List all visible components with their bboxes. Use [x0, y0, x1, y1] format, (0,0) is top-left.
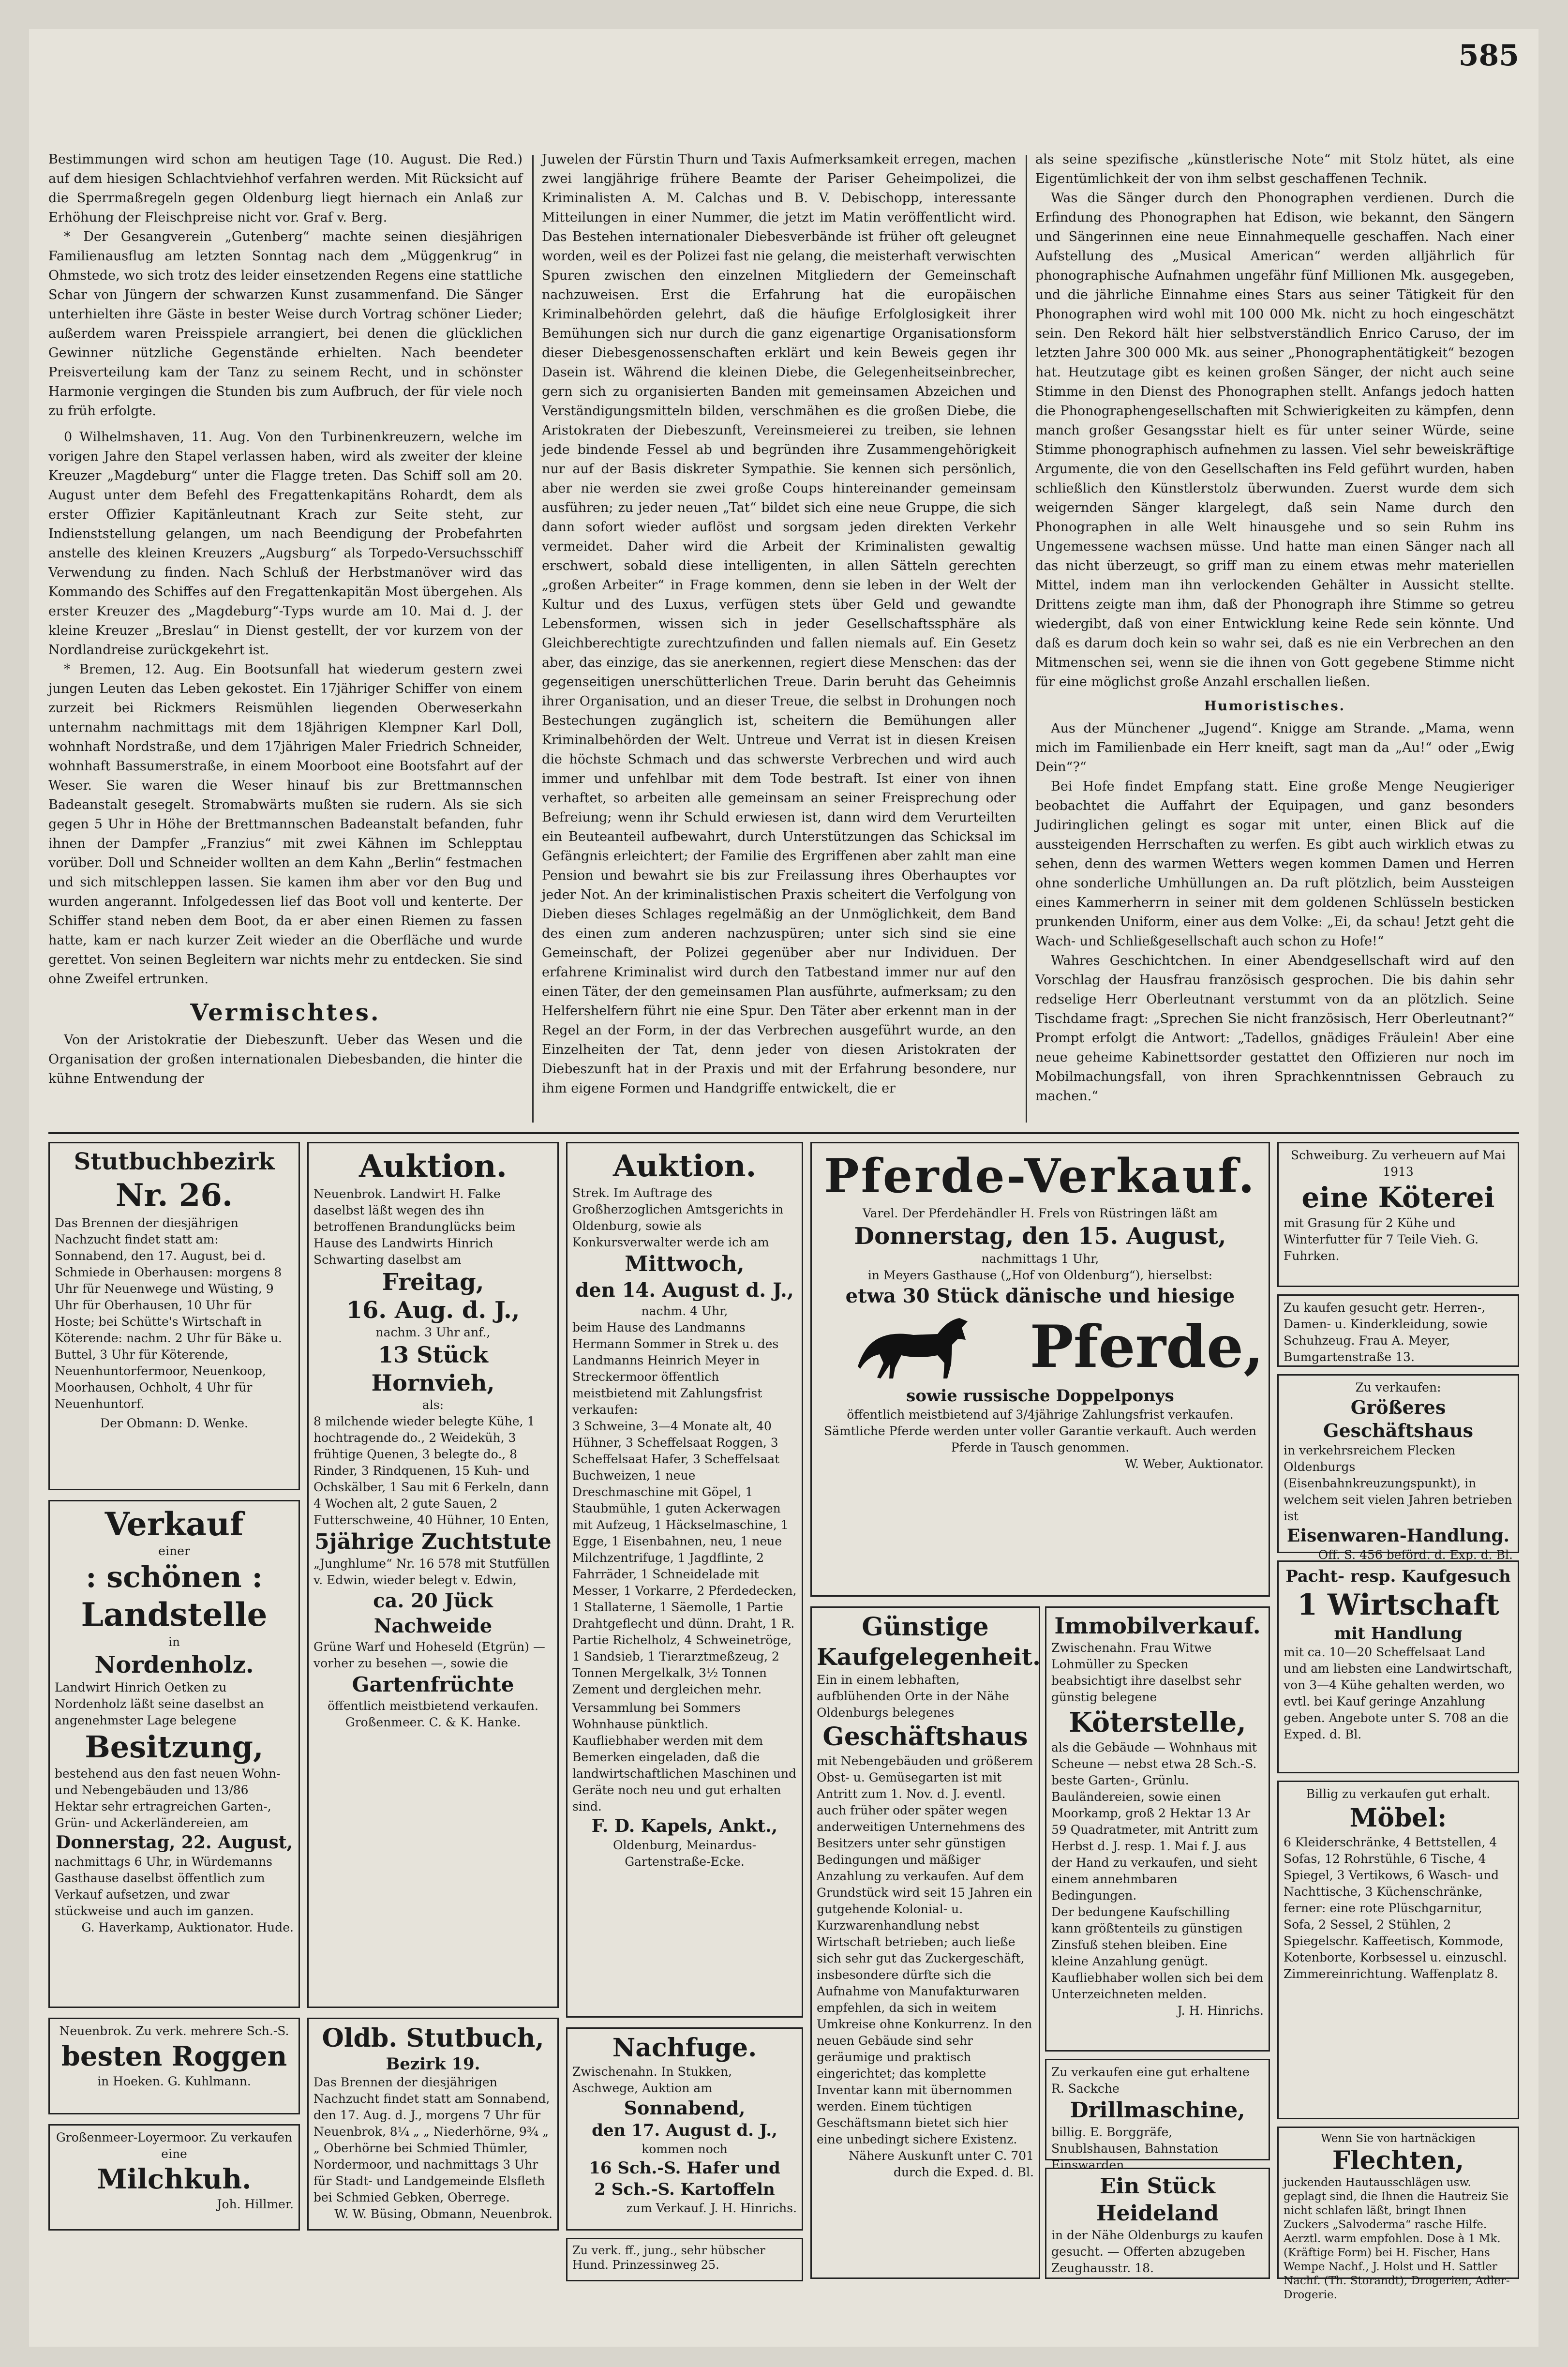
ad-heading: Ein Stück Heideland: [1096, 2174, 1219, 2226]
ad-heading: Eisenwaren-Handlung.: [1286, 1526, 1510, 1546]
ad-body: bestehend aus den fast neuen Wohn- und Nebengebäuden und 13/86 Hektar sehr ertragreichen Garten-, Grün- und Ackerländereien, am: [55, 1767, 281, 1830]
ad-heading: besten Roggen: [61, 2040, 287, 2072]
ad-date: 16. Aug. d. J.,: [346, 1297, 520, 1324]
ad-list: 6 Kleiderschränke, 4 Bettstellen, 4 Sofas, 12 Rohrstühle, 6 Tische, 4 Spiegel, 3 Vertikows, 6 Wasch- und Nachttische, 3 Küchenschränke, ferner: eine rote Plüschgarnitur, Sofa, 2 Sessel, 2 Stühlen, 2 Spiegelschr. Kaffeetisch, Kommode, Kotenborte, Korbsessel u. einzuschl. Zimmereinrichtung. Waffenplatz 8.: [1284, 1835, 1507, 1981]
ad-date: Donnerstag, den 15. August,: [854, 1223, 1226, 1250]
ad-heading: : schönen :: [86, 1560, 263, 1594]
ad-signature: W. Weber, Auktionator.: [1124, 1457, 1264, 1471]
ad-text: Großenmeer-Loyermoor. Zu verkaufen eine: [56, 2130, 293, 2161]
ad-heading: Stutbuchbezirk: [74, 1148, 275, 1175]
ad-text: in Hoeken. G. Kuhlmann.: [97, 2074, 251, 2088]
ad-moebel: [1277, 1781, 1519, 2119]
ad-heading: 5jährige Zuchtstute: [314, 1529, 552, 1554]
ad-text: nachmittags 1 Uhr,: [981, 1252, 1099, 1266]
ad-heading: Köterstelle,: [1069, 1707, 1246, 1738]
article-text: Bei Hofe findet Empfang statt. Eine große Menge Neugieriger beobachtet die Auffahrt der Equipagen, und ganz besonders Judiringlichen gelingt es sogar mit unter, einen Blick auf die aussteigenden Herrschaften zu werfen. Es gibt auch wirklich etwas zu sehen, denn des warmen Wetters wegen kommen Damen und Herren ohne sonderliche Umhüllungen an. Da ruft plötzlich, beim Aussteigen eines Kammerherrn in seiner mit dem goldenen Schlüsseln besticken prunkenden Uniform, einer aus dem Volke: „Ei, da schau! Jetzt geht die Wach- und Schließgesellschaft auch schon zu Hofe!“: [1035, 779, 1514, 949]
ad-signature: Off. S. 456 beförd. d. Exp. d. Bl.: [1318, 1548, 1513, 1562]
ad-body: juckenden Hautausschlägen usw. geplagt sind, die Ihnen die Hautreiz Sie nicht schlafen läßt, bringt Ihnen Zuckers „Salvoderma“ rasche Hilfe. Aerztl. warm empfohlen. Dose à 1 Mk. (Kräftige Form) bei H. Fischer, Hans Wempe Nachf., J. Holst und H. Sattler Nachf. (Th. Storandt), Drogerien, Adler-Drogerie.: [1284, 2176, 1510, 2301]
article-text: 0 Wilhelmshaven, 11. Aug. Von den Turbinenkreuzern, welche im vorigen Jahre den Stapel verlassen haben, wird als zweiter der kleine Kreuzer „Magdeburg“ unter die Flagge treten. Das Schiff soll am 20. August unter dem Befehl des Fregattenkapitäns Rohardt, dem als erster Offizier Kapitänleutnant Krach zur Seite steht, zur Indienststellung gelangen, um nach Beendigung der Probefahrten anstelle des kleinen Kreuzers „Augsburg“ als Torpedo-Versuchsschiff Verwendung zu finden. Nach Schluß der Herbstmanöver wird das Kommando des Schiffes auf den Fregattenkapitän Most übergehen. Als erster Kreuzer des „Magdeburg“-Typs wurde am 10. Mai d. J. der kleine Kreuzer „Breslau“ in Dienst gestellt, der vor kurzem von der Nordlandreise zurückgekehrt ist.: [48, 430, 523, 658]
ad-text: Neuenbrok. Zu verk. mehrere Sch.-S.: [59, 2024, 289, 2038]
ad-heading: Flechten,: [1332, 2146, 1464, 2175]
newspaper-page: [29, 29, 1538, 2347]
ad-signature: zum Verkauf. J. H. Hinrichs.: [626, 2201, 797, 2215]
ad-text: Zu verkaufen:: [1355, 1380, 1441, 1394]
ad-heading: Landstelle: [81, 1596, 268, 1633]
ad-geschaeftshaus: [1277, 1374, 1519, 1562]
ad-heading: 16 Sch.-S. Hafer und: [589, 2158, 780, 2178]
article-text: Aus der Münchener „Jugend“. Knigge am Strande. „Mama, wenn mich im Familienbade ein Herr kneift, sagt man da „Au!“ oder „Ewig Dein“?“: [1035, 721, 1514, 775]
ad-roggen: [48, 2018, 300, 2114]
ad-heading: Möbel:: [1349, 1803, 1447, 1833]
article-text: * Der Gesangverein „Gutenberg“ machte seinen diesjährigen Familienausflug am letzten Sonntag nach dem „Müggenkrug“ in Ohmstede, wo sich trotz des leider einsetzenden Regens eine stattliche Schar von Jüngern der schwarzen Kunst zusammenfand. Die Sänger unterhielten ihre Gäste in bester Weise durch Vortrag schöner Lieder; außerdem waren Preisspiele arrangiert, bei denen die glücklichen Gewinner nützliche Gegenstände erhielten. Nach beendeter Preisverteilung kam der Tanz zu seinem Recht, und in schönster Harmonie vergingen die Stunden bis zum Aufbruch, der für viele noch zu früh erfolgte.: [48, 229, 523, 419]
ad-signature: öffentlich meistbietend verkaufen. Großenmeer. C. & K. Hanke.: [328, 1699, 538, 1729]
ad-signature: G. Haverkamp, Auktionator. Hude.: [81, 1920, 294, 1934]
ad-signature: Joh. Hillmer.: [217, 2197, 294, 2211]
ad-heading: mit Handlung: [1334, 1624, 1463, 1643]
section-heading: Humoristisches.: [1204, 699, 1346, 714]
article-text: als seine spezifische „künstlerische Note“ mit Stolz hütet, als eine Eigentümlichkeit der von ihm selbst geschaffenen Technik.: [1035, 152, 1514, 186]
ad-body: Das Brennen der diesjährigen Nachzucht findet statt am: Sonnabend, den 17. August, bei d. Schmiede in Oberhausen: morgens 8 Uhr für Neuenwege und Wüsting, 9 Uhr für Oberhausen, 10 Uhr für Hoste; bei Schütte's Wirtschaft in Köterende: nachm. 2 Uhr für Bäke u. Buttel, 3 Uhr für Köterende, Neuenhuntorfermoor, Neuenkoop, Moorhausen, Ochholt, 4 Uhr für Neuenhuntorf.: [55, 1216, 283, 1411]
section-divider: [48, 1132, 1519, 1134]
ad-text: in: [168, 1635, 180, 1649]
article-text: Juwelen der Fürstin Thurn und Taxis Aufmerksamkeit erregen, machen zwei langjährige frühere Beamte der Pariser Geheimpolizei, die Kriminalisten A. M. Calchas und B. V. Debischopp, interessante Mitteilungen in einer Nummer, die jetzt im Matin veröffentlicht wird. Das Bestehen internationaler Diebesverbände ist früher oft geleugnet worden, weil es der Polizei fast nie gelang, die meisterhaft verwischten Spuren zwischen den einzelnen Mitgliedern der Gemeinschaft nachzuweisen. Erst die Erfahrung hat die europäischen Kriminalbehörden gelehrt, daß die häufige Erfolglosigkeit ihrer Bemühungen sich nur durch die ganz eigenartige Organisationsform dieser Diebesgenossenschaften erklärt und kein Beweis gegen ihr Dasein ist. Während die kleinen Diebe, die Gelegenheitseinbrecher, gern sich zu organisierten Banden mit gemeinsamen Abzeichen und Verständigungsmitteln bilden, verschmähen es die großen Diebe, die Aristokraten der Diebeszunft, Vereinsmeierei zu treiben, sie lehnen jede bindende Fessel ab und begründen ihre Zusammengehörigkeit nur auf der Basis diskreter Sympathie. Sie kennen sich persönlich, aber nie werden sie zwei große Coups hintereinander gemeinsam ausführen; zu jeder neuen „Tat“ bildet sich eine neue Gruppe, die sich dann sofort wieder auflöst und sorgsam jeden direkten Verkehr vermeidet. Daher wird die Arbeit der Kriminalisten gewaltig erschwert, sobald diese intelligenten, in allen Sätteln gerechten „großen Arbeiter“ in Frage kommen, denn sie leben in der Welt der Kultur und des Luxus, verfügen stets über Geld und gewandte Lebensformen, wissen sich in jeder Gesellschaftssphäre als Gleichberechtigte zurechtzufinden und fallen niemals auf. Ein Gesetz aber, das einzige, das sie anerkennen, regiert diese Menschen: das der gegenseitigen unerschütterlichen Treue. Darin beruht das Geheimnis ihrer Organisation, und an dieser Treue, die selbst in Drohungen noch Bestechungen zugänglich ist, scheitern die Bemühungen aller Kriminalbehörden der Welt. Untreue und Verrat ist in diesen Kreisen die höchste Schmach und das schwerste Verbrechen und wird auch immer und unfehlbar mit dem Tode bestraft. Ist einer von ihnen verhaftet, so arbeiten alle gemeinsam an seiner Freisprechung oder Befreiung; wenn ihr Schuld erwiesen ist, dann wird dem Verurteilten ein Beuteanteil aufbewahrt, durch Unterstützungen das Schicksal im Gefängnis erleichtert; der Familie des Ergriffenen aber zahlt man eine Pension und bewahrt sie bis zur Freilassung ihres Oberhauptes vor jeder Not. An der kriminalistischen Praxis scheitert die Verfolgung von Dieben dieses Schlages regelmäßig an der Unmöglichkeit, dem Band des einen zum anderen nachzuspüren; unter sich sind sie eine Gemeinschaft, der Polizei gegenüber aber nur Individuen. Der erfahrene Kriminalist wird durch den Tatbestand immer nur auf den einen Täter, der den gemeinsamen Plan ausführte, aufmerksam; zu den Helfershelfern führt nie eine Spur. Den Täter aber erkennt man in der Regel an der Form, in der das Verbrechen ausgeführt wurde, an den Einzelheiten der Tat, denn jeder von diesen Aristokraten der Diebeszunft hat in der Praxis und mit der Erfahrung besondere, nur ihm eigene Formen und Handgriffe entwickelt, die er: [542, 152, 1016, 1096]
ad-heading: 1 Wirtschaft: [1297, 1588, 1499, 1622]
ad-heading: Besitzung,: [85, 1729, 264, 1765]
ad-heading: Auktion.: [359, 1148, 507, 1184]
ad-heading: eine Köterei: [1301, 1181, 1495, 1214]
ad-signature: Nähere Auskunft unter C. 701 durch die Exped. d. Bl.: [849, 2149, 1034, 2179]
ad-text: in Meyers Gasthause („Hof von Oldenburg“), hierselbst:: [867, 1268, 1213, 1282]
ad-koterei: [1277, 1142, 1519, 1287]
ad-kleider: [1277, 1294, 1519, 1367]
ad-flechten: [1277, 2127, 1519, 2301]
ad-list: 8 milchende wieder belegte Kühe, 1 hochtragende do., 2 Weideküh, 3 frühtige Quenen, 3 belegte do., 8 Rinder, 3 Rindquenen, 15 Kuh- und Ochskälber, 1 Sau mit 6 Ferkeln, dann 4 Wochen alt, 2 gute Sauen, 2 Futterschweine, 40 Hühner, 10 Enten,: [314, 1414, 549, 1527]
ad-heading: 13 Stück Hornvieh,: [371, 1342, 495, 1396]
ad-heading: Immobilverkauf.: [1054, 1613, 1261, 1639]
ad-signature: Der Obmann: D. Wenke.: [100, 1416, 248, 1430]
ad-body: Ein in einem lebhaften, aufblühenden Orte in der Nähe Oldenburgs belegenes: [817, 1673, 1009, 1720]
ad-heading: Auktion.: [612, 1148, 757, 1184]
ad-body: Das Brennen der diesjährigen Nachzucht findet statt am Sonnabend, den 17. Aug. d. J., morgens 7 Uhr für Neuenbrok, 8¼ „ „ Niederhörne, 9¾ „ „ Oberhörne bei Schmied Thümler, Nordermoor, und nachmittags 3 Uhr für Stadt- und Landgemeinde Elsfleth bei Schmied Gebken, Oberrege.: [314, 2075, 550, 2204]
ad-text: Billig zu verkaufen gut erhalt.: [1306, 1787, 1491, 1801]
ad-milchkuh: [48, 2124, 300, 2231]
article-text: * Bremen, 12. Aug. Ein Bootsunfall hat wiederum gestern zwei jungen Leuten das Leben gekostet. Ein 17jähriger Schiffer von einem zurzeit bei Rickmers Reismühlen liegenden Oberweserkahn unternahm nachmittags mit dem 18jährigen Klempner Karl Doll, wohnhaft Nordstraße, und dem 17jährigen Maler Friedrich Schneider, wohnhaft Bassumerstraße, in einem Moorboot eine Bootsfahrt auf der Weser. Sie waren die Weser hinauf bis zur Brettmannschen Badeanstalt gesegelt. Stromabwärts mußten sie rudern. Als sie sich gegen 5 Uhr in Höhe der Brettmannschen Badeanstalt befanden, fuhr ihnen der Dampfer „Franzius“ mit zwei Kähnen im Schlepptau vorüber. Doll und Schneider wollten an dem Kahn „Berlin“ festmachen und sich mitschleppen lassen. Sie kamen ihm aber vor den Bug und wurden angerannt. Infolgedessen lief das Boot voll und kenterte. Der Schiffer stand neben dem Boot, da er aber einen Riemen zu fassen hatte, kam er nach kurzer Zeit wieder an die Oberfläche und wurde gerettet. Von seinen Begleitern war nichts mehr zu entdecken. Sie sind ohne Zweifel ertrunken.: [48, 662, 523, 987]
article-text: Von der Aristokratie der Diebeszunft. Ueber das Wesen und die Organisation der großen internationalen Diebesbanden, die hinter die kühne Entwendung der: [48, 1033, 523, 1086]
ad-heading: Pferde-Verkauf.: [824, 1149, 1256, 1203]
ad-landstelle: [48, 1500, 300, 2008]
ad-nachfuge: [566, 2027, 803, 2231]
ad-heading: etwa 30 Stück dänische und hiesige: [845, 1285, 1235, 1307]
column-3: [1035, 150, 1514, 1127]
column-rule: [532, 155, 534, 1123]
ad-body: Zu verk. ff., jung., sehr hübscher Hund. Prinzessinweg 25.: [572, 2244, 765, 2272]
ad-heading: Bezirk 19.: [386, 2054, 480, 2074]
ad-body: nachmittags 6 Uhr, in Würdemanns Gasthause daselbst öffentlich zum Verkauf aufsetzen, und zwar stückweise und auch im ganzen.: [55, 1855, 272, 1918]
ad-wirtschaft: [1277, 1560, 1519, 1773]
ad-body: mit ca. 10—20 Scheffelsaat Land und am liebsten eine Landwirtschaft, von 3—4 Kühe gehalten werden, wo evtl. bei Kauf geringe Anzahlung geben. Angebote unter S. 708 an die Exped. d. Bl.: [1284, 1645, 1512, 1741]
ad-heading: Milchkuh.: [97, 2163, 252, 2195]
article-text: Was die Sänger durch den Phonographen verdienen. Durch die Erfindung des Phonographen hat Edison, wie bekannt, den Sängern und Sängerinnen eine neue Einnahmequelle geschaffen. Nach einer Aufstellung des „Musical American“ werden alljährlich für phonographische Aufnahmen ungefähr fünf Millionen Mk. ausgegeben, und die jährliche Einnahme eines Stars aus seiner Tätigkeit für den Phonographen wird wohl mit 100 000 Mk. nicht zu hoch eingeschätzt sein. Den Rekord hält hier selbstverständlich Enrico Caruso, der im letzten Jahre 300 000 Mk. aus seiner „Phonographentätigkeit“ bezogen hat. Heutzutage gibt es keinen großen Sänger, der nicht auch seine Stimme in den Dienst des Phonographen stellt. Anfangs jedoch hatten die Phonographengesellschaften mit Schwierigkeiten zu kämpfen, denn manch großer Gesangsstar hielt es für unter seiner Würde, seine Stimme phonographisch aufnehmen zu lassen. Viel sehr beweiskräftige Argumente, die von den Gesellschaften ins Feld geführt wurden, haben schließlich den Künstlerstolz überwunden. Zuerst wurde dem sich weigernden Sänger klargelegt, daß sein Name durch den Phonographen in alle Welt hinausgehe und so sein Ruhm ins Ungemessene wachsen müsse. Und hatte man einen Sänger nach all das nicht überzeugt, so griff man zu einem etwas mehr materiellen Mittel, indem man ihn verlockenden Gehälter in Aussicht stellte. Drittens zeigte man ihm, daß der Phonograph ihre Stimme so getreu wiedergibt, daß von einer Entwicklung keine Rede sein könnte. Und daß es darum doch kein so wahr sei, daß es nie ein Verbrechen an den Mitmenschen sei, wenn sie die ihnen von Gott gegebene Stimme nicht für eine möglichst große Anzahl erschallen ließen.: [1035, 191, 1514, 689]
ad-list: 3 Schweine, 3—4 Monate alt, 40 Hühner, 3 Scheffelsaat Roggen, 3 Scheffelsaat Hafer, 3 Scheffelsaat Buchweizen, 1 neue Dreschmaschine mit Göpel, 1 Staubmühle, 1 guten Ackerwagen mit Aufzeug, 1 Häckselmaschine, 1 Egge, 1 Eisenbahnen, neu, 1 neue Milchzentrifuge, 1 Jagdflinte, 2 Fahrräder, 1 Schneidelade mit Messer, 1 Vorkarre, 2 Pferdedecken, 1 Stallaterne, 1 Säemolle, 1 Partie Drahtgeflecht und dünn. Draht, 1 R. Partie Richelholz, 4 Schweinetröge, 1 Sandsieb, 1 Tierarztmeßzeug, 2 Tonnen Mergelkalk, 3½ Tonnen Zement und dergleichen mehr.: [572, 1419, 797, 1696]
ad-drillmaschine: [1045, 2059, 1270, 2172]
ad-heading: Oldb. Stutbuch,: [322, 2023, 544, 2053]
ad-body: als die Gebäude — Wohnhaus mit Scheune — nebst etwa 28 Sch.-S. beste Garten-, Grünlu. Bauländereien, sowie einen Moorkamp, groß 2 Hektar 13 Ar 59 Quadratmeter, mit Antritt zum Herbst d. J. resp. 1. Mai f. J. aus der Hand zu verkaufen, und sieht einem annehmbaren Bedingungen.: [1051, 1740, 1258, 1903]
ad-heading: Pacht- resp. Kaufgesuch: [1285, 1567, 1511, 1586]
ad-heading: ca. 20 Jück Nachweide: [373, 1589, 493, 1637]
ad-heading: Geschäftshaus: [822, 1722, 1028, 1752]
ad-heading: Drillmaschine,: [1070, 2098, 1245, 2123]
column-2: [542, 150, 1016, 1127]
article-text: Wahres Geschichtchen. In einer Abendgesellschaft wird auf den Vorschlag der Hausfrau französisch gesprochen. Die bis dahin sehr redselige Herr Oberleutnant verstummt von da an plötzlich. Seine Tischdame fragt: „Sprechen Sie nicht französisch, Herr Oberleutnant?“ Prompt erfolgt die Antwort: „Tadellos, gnädiges Fräulein! Aber eine neue geheime Kabinettsorder gestattet den Offizieren nur noch im Mobilmachungsfall, von ihren Sprachkenntnissen Gebrauch zu machen.“: [1035, 953, 1514, 1104]
ad-date: Mittwoch,: [625, 1252, 745, 1276]
ad-body: in verkehrsreichem Flecken Oldenburgs (Eisenbahnkreuzungspunkt), in welchem seit vielen Jahren betrieben ist: [1284, 1443, 1512, 1523]
ad-heading: Kaufgelegenheit.: [817, 1644, 1041, 1671]
ad-body: billig. E. Borggräfe, Snublshausen, Bahnstation Einswarden.: [1051, 2125, 1219, 2172]
ad-text: einer: [158, 1544, 190, 1558]
ad-body: Versammlung bei Sommers Wohnhause pünktlich. Kaufliebhaber werden mit dem Bemerken eingeladen, daß die landwirtschaftlichen Maschinen und Geräte noch neu und gut erhalten sind.: [572, 1701, 797, 1813]
ad-heading: 2 Sch.-S. Kartoffeln: [594, 2180, 775, 2199]
ad-text: Wenn Sie von hartnäckigen: [1321, 2132, 1476, 2145]
ad-stutbuch: [48, 1142, 300, 1490]
ad-heading: Pferde,: [1030, 1313, 1264, 1381]
ad-date: Freitag,: [382, 1269, 484, 1296]
column-1: [48, 150, 523, 1127]
ad-date: Donnerstag, 22. August,: [56, 1832, 293, 1853]
ad-signature: J. H. Hinrichs.: [1177, 2004, 1264, 2018]
ad-date: den 14. August d. J.,: [575, 1279, 794, 1302]
article-text: Bestimmungen wird schon am heutigen Tage (10. August. Die Red.) auf dem hiesigen Schlachtviehhof verfahren werden. Mit Rücksicht auf die Sperrmaßregeln gegen Oldenburg liegt hiernach ein Anlaß zur Erhöhung der Fleischpreise nicht vor. Graf v. Berg.: [48, 152, 523, 225]
ad-heading: Größeres Geschäftshaus: [1323, 1396, 1473, 1441]
ad-body: Strek. Im Auftrage des Großherzoglichen Amtsgerichts in Oldenburg, sowie als Konkursverwalter werde ich am: [572, 1186, 784, 1249]
ad-heading: Günstige: [862, 1612, 989, 1642]
ad-date: den 17. August d. J.,: [592, 2121, 777, 2140]
ad-text: Oldenburg, Meinardus-Gartenstraße-Ecke.: [612, 1838, 757, 1869]
ad-oldb-stutbuch: [307, 2018, 559, 2231]
ad-body: Der bedungene Kaufschilling kann größtenteils zu günstigen Zinsfuß stehen bleiben. Eine kleine Anzahlung genügt. Kaufliebhaber wollen sich bei dem Unterzeichneten melden.: [1051, 1905, 1264, 2001]
ad-body: beim Hause des Landmanns Hermann Sommer in Strek u. des Landmanns Heinrich Meyer in Streckermoor öffentlich meistbietend mit Zahlungsfrist verkaufen:: [572, 1320, 779, 1417]
ad-heading: Nachfuge.: [612, 2033, 757, 2063]
ad-heading: Verkauf: [105, 1505, 244, 1543]
ad-auktion-strek: [566, 1142, 803, 2018]
ad-body: Zu verkaufen eine gut erhaltene R. Sackche: [1051, 2065, 1250, 2096]
ad-text: kommen noch: [642, 2142, 728, 2156]
horse-icon: [855, 1311, 981, 1383]
ad-body: Varel. Der Pferdehändler H. Frels von Rüstringen läßt am: [862, 1206, 1218, 1220]
ad-auktion-neuenbrok: [307, 1142, 559, 2008]
ad-hund: [566, 2238, 803, 2281]
ad-kaufgelegenheit: [810, 1606, 1040, 2279]
ad-pferde-verkauf: [810, 1142, 1270, 1597]
ad-heading: sowie russische Doppelponys: [906, 1386, 1174, 1406]
ad-text: als:: [422, 1398, 444, 1412]
ad-body: in der Nähe Oldenburgs zu kaufen gesucht. — Offerten abzugeben Zeughausstr. 18.: [1051, 2228, 1264, 2275]
ad-body: „Junghlume“ Nr. 16 578 mit Stutfüllen v. Edwin, wieder belegt v. Edwin,: [314, 1557, 550, 1587]
ad-heading: Nr. 26.: [115, 1177, 233, 1213]
ad-body: öffentlich meistbietend auf 3/4jährige Zahlungsfrist verkaufen. Sämtliche Pferde werden unter voller Garantie verkauft. Auch werden Pferde in Tausch genommen.: [823, 1408, 1257, 1454]
ad-heading: Nordenholz.: [94, 1651, 254, 1678]
ad-signature: W. W. Büsing, Obmann, Neuenbrok.: [334, 2207, 553, 2221]
horse-row: [817, 1309, 1264, 1385]
ad-body: Zu kaufen gesucht getr. Herren-, Damen- u. Kinderkleidung, sowie Schuhzeug. Frau A. Meyer, Bumgartenstraße 13.: [1284, 1301, 1488, 1364]
ad-body: mit Grasung für 2 Kühe und Winterfutter für 7 Teile Vieh. G. Fuhrken.: [1284, 1216, 1479, 1263]
section-heading: Vermischtes.: [190, 999, 381, 1026]
ad-date: Sonnabend,: [624, 2097, 746, 2119]
ad-heading: Gartenfrüchte: [352, 1673, 514, 1696]
ad-body: Grüne Warf und Hoheseld (Etgrün) — vorher zu besehen —, sowie die: [314, 1640, 545, 1670]
ad-immobilverkauf: [1045, 1606, 1270, 2052]
page-number: 585: [1458, 39, 1519, 73]
ad-body: Zwischenahn. Frau Witwe Lohmüller zu Specken beabsichtigt ihre daselbst sehr günstig belegene: [1051, 1641, 1241, 1704]
ad-text: Schweiburg. Zu verheuern auf Mai 1913: [1290, 1148, 1506, 1179]
ad-signature: F. D. Kapels, Ankt.,: [591, 1816, 778, 1836]
ad-heideland: [1045, 2168, 1270, 2279]
ad-body: Landwirt Hinrich Oetken zu Nordenholz läßt seine daselbst an angenehmster Lage belegene: [55, 1680, 264, 1727]
ad-body: Zwischenahn. In Stukken, Aschwege, Auktion am: [572, 2065, 732, 2095]
column-rule: [1026, 155, 1027, 1123]
ad-text: nachm. 4 Uhr,: [641, 1304, 728, 1318]
ad-body: mit Nebengebäuden und größerem Obst- u. Gemüsegarten ist mit Antritt zum 1. Nov. d. J. eventl. auch früher oder später wegen anderweitigen Unternehmens des Besitzers unter sehr günstigen Bedingungen und mäßiger Anzahlung zu verkaufen. Auf dem Grundstück wird seit 15 Jahren ein gutgehende Kolonial- u. Kurzwarenhandlung nebst Wirtschaft betrieben; auch ließe sich sehr gut das Zuckergeschäft, insbesondere dürfte sich die Aufnahme von Manufakturwaren empfehlen, da sich in weitem Umkreise ohne Konkurrenz. In den neuen Gebäude sind sehr geräumige und praktisch eingerichtet; das komplette Inventar kann mit übernommen werden. Einem tüchtigen Geschäftsmann bietet sich hier eine unbedingt sichere Existenz.: [817, 1754, 1033, 2146]
ad-body: Neuenbrok. Landwirt H. Falke daselbst läßt wegen des ihn betroffenen Brandunglücks beim Hause des Landwirts Hinrich Schwarting daselbst am: [314, 1187, 516, 1267]
ad-text: nachm. 3 Uhr anf.,: [375, 1325, 491, 1339]
